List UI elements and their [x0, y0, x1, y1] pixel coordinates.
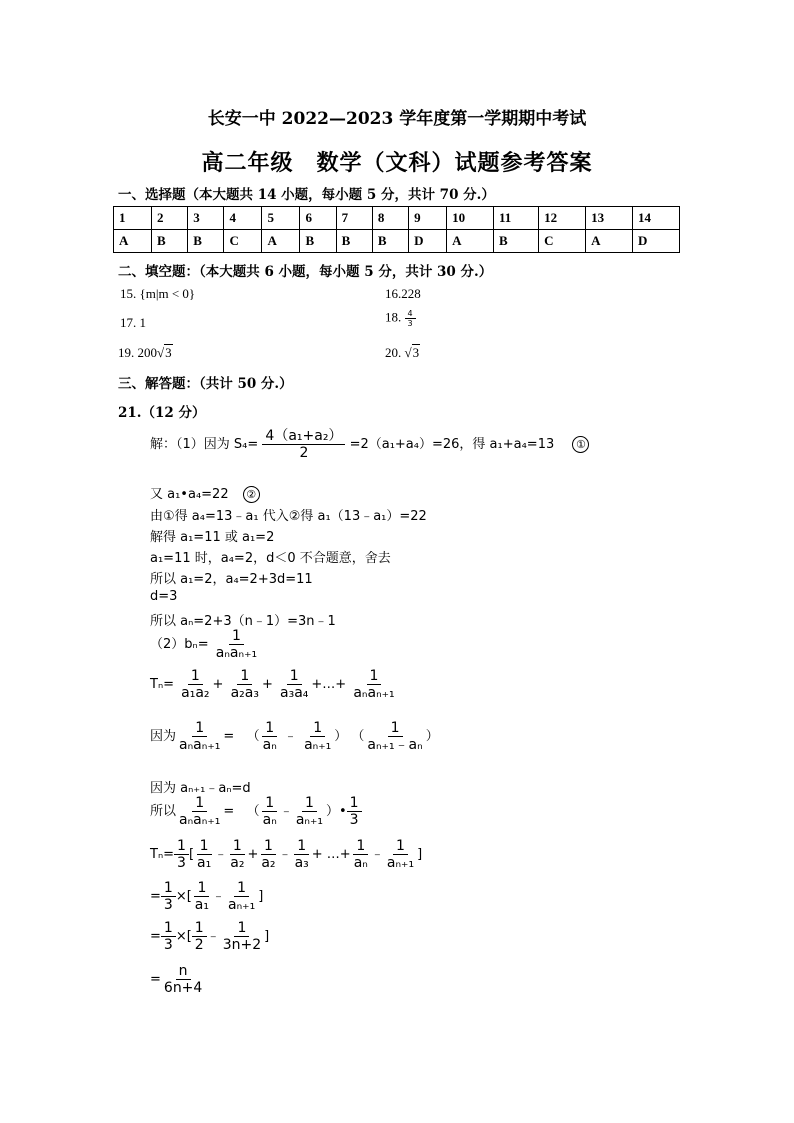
sum-term-4	[292, 838, 312, 871]
question-number-cell: 12	[539, 207, 586, 230]
s4-fraction	[262, 428, 345, 461]
fraction-denominator: a₁	[197, 855, 212, 872]
so-term-2	[293, 795, 326, 828]
tn-term-3	[277, 668, 311, 701]
identity-lhs	[176, 720, 223, 753]
sum-label: Tₙ=	[150, 847, 175, 863]
fraction-denominator: a₂	[230, 855, 245, 872]
fraction-denominator: aₙ₊₁﹣aₙ	[367, 737, 423, 754]
fraction-numerator: 1	[262, 720, 277, 737]
fraction-numerator: 1	[287, 668, 302, 685]
fraction-numerator: 1	[229, 628, 244, 645]
s4-label: 解：（1）因为 S₄=	[150, 437, 259, 453]
sum-term-6	[384, 838, 417, 871]
fraction-denominator: 3	[349, 812, 359, 829]
result2-factor	[161, 920, 176, 953]
answer-key-title: 高二年级 数学（文科）试题参考答案	[201, 150, 593, 176]
answer-cell: A	[262, 230, 300, 253]
question-number-row	[114, 207, 680, 230]
question-number-cell: 5	[262, 207, 300, 230]
fraction-denominator: 3	[407, 319, 413, 329]
answer-cell: D	[409, 230, 447, 253]
fraction-numerator: 1	[393, 838, 408, 855]
so-third	[347, 795, 362, 828]
fraction-numerator: 1	[261, 838, 276, 855]
fraction-denominator: a₂a₃	[230, 685, 259, 702]
question-number-cell: 11	[494, 207, 539, 230]
result1-term-1	[192, 880, 212, 913]
question-number-cell: 1	[114, 207, 152, 230]
answer-16: 16.228	[385, 286, 421, 301]
split-identity: 因为 $\frac{1}{\text{aₙaₙ₊₁}}$ = （ $\frac{1}{\text{aₙ}}$ ﹣ $\frac{1}{\text{aₙ₊₁}}$ ） （ $\frac{1}{\text{aₙ₊₁﹣aₙ}}$ ）	[150, 720, 439, 754]
because-label: 因为	[150, 729, 177, 745]
choice-answer-table	[113, 206, 680, 253]
fraction-numerator: 1	[347, 795, 362, 812]
answer-cell: D	[632, 230, 679, 253]
fraction-numerator: 1	[310, 720, 325, 737]
result1-term-2	[225, 880, 258, 913]
fraction-denominator: aₙ	[353, 855, 368, 872]
identity-term-2	[301, 720, 334, 753]
final-result: = $\frac{n}{6n+4}$	[150, 963, 205, 996]
question-number-cell: 10	[447, 207, 494, 230]
solution-line-8: 所以 aₙ=2+3（n﹣1）=3n﹣1	[150, 614, 336, 629]
fraction-denominator: a₁a₂	[181, 685, 210, 702]
fraction-denominator: aₙ₊₁	[304, 737, 332, 754]
fraction-denominator: aₙaₙ₊₁	[179, 737, 221, 754]
solution-line-1	[150, 428, 589, 461]
sum-term-2	[227, 838, 247, 871]
result1-factor	[161, 880, 176, 913]
sum-term-1	[194, 838, 214, 871]
fraction-numerator: 1	[262, 795, 277, 812]
fraction-numerator: 1	[174, 838, 189, 855]
answer-cell: B	[372, 230, 408, 253]
tn-label: Tₙ=	[150, 677, 175, 693]
fraction-denominator: aₙ₊₁	[386, 855, 415, 872]
final-fraction	[161, 963, 205, 996]
fraction-numerator: 1	[302, 795, 317, 812]
answer-17: 17. 1	[120, 315, 146, 330]
circled-2-icon: ②	[243, 486, 260, 503]
tn-term-n	[350, 668, 397, 701]
telescoping-sum: Tₙ= $\frac{1}{3}$ [ $\frac{1}{\text{a₁}}$ ﹣ $\frac{1}{\text{a₂}}$ + $\frac{1}{\text{a₂}}$ ﹣ $\frac{1}{\text{a₃}}$ + …+ $\frac{1}{\text{aₙ}}$ ﹣ $\frac{1}{\text{aₙ₊₁}}$ ]	[150, 838, 423, 872]
answer-cell: A	[114, 230, 152, 253]
answer-19: 19. 200√3	[118, 345, 172, 360]
fraction-denominator: 3	[163, 937, 173, 954]
fraction-denominator: aₙaₙ₊₁	[353, 685, 395, 702]
fraction-denominator: aₙaₙ₊₁	[215, 645, 258, 662]
fraction-denominator: aₙ₊₁	[228, 897, 256, 914]
solution-line-5: a₁=11 时，a₄=2，d＜0 不合题意，舍去	[150, 551, 391, 566]
sum-ellipsis: …+	[326, 847, 351, 863]
section3-heading: 三、解答题：（共计 50 分.）	[118, 376, 293, 392]
result2-term-2	[220, 920, 264, 953]
answer-cell: B	[300, 230, 336, 253]
fraction-denominator: aₙ	[262, 812, 277, 829]
fraction-denominator: aₙ₊₁	[295, 812, 323, 829]
question-number-cell: 9	[409, 207, 447, 230]
question-number-cell: 6	[300, 207, 336, 230]
answer-cell: B	[152, 230, 188, 253]
solution-line-3: 由①得 a₄=13﹣a₁ 代入②得 a₁（13﹣a₁）=22	[150, 509, 427, 524]
fraction-numerator: 4	[405, 309, 416, 319]
so-lhs	[176, 795, 223, 828]
fraction-numerator: 1	[161, 920, 176, 937]
so-identity: 所以 $\frac{1}{\text{aₙaₙ₊₁}}$ = （ $\frac{1}{\text{aₙ}}$ ﹣ $\frac{1}{\text{aₙ₊₁}}$ ）• $\frac{1}{3}$	[150, 795, 362, 828]
exam-title: 长安一中 2022—2023 学年度第一学期期中考试	[207, 109, 587, 129]
fraction-denominator: aₙ	[262, 737, 277, 754]
tn-definition: Tₙ= $\frac{1}{\text{a₁a₂}}$ + $\frac{1}{\text{a₂a₃}}$ + $\frac{1}{\text{a₃a₄}}$ +…+ $\frac{1}{\text{aₙaₙ₊₁}}$	[150, 668, 398, 701]
so-label: 所以	[150, 804, 177, 820]
fraction-numerator: 1	[161, 880, 176, 897]
result2-term-1	[192, 920, 207, 953]
fraction-numerator: 4（a₁+a₂）	[262, 428, 345, 445]
answer-cell: A	[447, 230, 494, 253]
fraction-numerator: 1	[192, 720, 207, 737]
question-number-cell: 4	[224, 207, 262, 230]
sum-term-3	[258, 838, 278, 871]
s4-result: =2（a₁+a₄）=26，得 a₁+a₄=13	[349, 437, 555, 453]
result-line-2: = $\frac{1}{3}$ ×[ $\frac{1}{2}$ ﹣ $\frac{1}{3n+2}$ ]	[150, 920, 270, 954]
section2-heading: 二、填空题：（本大题共 6 小题，每小题 5 分，共计 30 分.）	[118, 264, 493, 280]
answer-18	[385, 309, 416, 328]
answer-cell: A	[586, 230, 633, 253]
tn-ellipsis: +…+	[311, 677, 347, 693]
answer-15: 15. {m|m < 0}	[120, 286, 196, 301]
identity-factor	[364, 720, 425, 753]
answer-cell: B	[188, 230, 224, 253]
difference-line: 因为 aₙ₊₁﹣aₙ=d	[150, 781, 251, 796]
fraction-denominator: a₂	[261, 855, 276, 872]
fraction-denominator: a₁	[194, 897, 209, 914]
answer-cell: B	[494, 230, 539, 253]
fraction-denominator: 3	[177, 855, 186, 872]
fraction-numerator: 1	[367, 668, 382, 685]
question-number-cell: 7	[336, 207, 372, 230]
question-number-cell: 13	[586, 207, 633, 230]
fraction-denominator: 2	[194, 937, 204, 954]
answer-row	[114, 230, 680, 253]
fraction-denominator: a₃	[294, 855, 309, 872]
fraction-numerator: 1	[237, 668, 252, 685]
fraction-numerator: 1	[234, 880, 249, 897]
fraction-numerator: n	[176, 963, 191, 980]
answer-18-fraction	[405, 309, 416, 328]
answer-cell: C	[224, 230, 262, 253]
result-line-1: = $\frac{1}{3}$ ×[ $\frac{1}{\text{a₁}}$ ﹣ $\frac{1}{\text{aₙ₊₁}}$ ]	[150, 880, 264, 914]
fraction-numerator: 1	[294, 838, 309, 855]
fraction-numerator: 1	[353, 838, 368, 855]
solution-line-4: 解得 a₁=11 或 a₁=2	[150, 530, 275, 545]
bn-fraction	[213, 628, 260, 661]
product-text: 又 a₁•a₄=22	[150, 487, 229, 502]
answer-cell: C	[539, 230, 586, 253]
fraction-numerator: 1	[192, 920, 207, 937]
fraction-denominator: 3n+2	[222, 937, 262, 954]
solution-line-2	[150, 483, 260, 503]
answer-20-radicand: 3	[412, 345, 420, 360]
tn-term-1	[178, 668, 212, 701]
fraction-numerator: 1	[388, 720, 403, 737]
fraction-denominator: 6n+4	[163, 980, 203, 997]
question-number-cell: 14	[632, 207, 679, 230]
fraction-numerator: 1	[197, 838, 212, 855]
fraction-denominator: a₃a₄	[280, 685, 309, 702]
fraction-denominator: aₙaₙ₊₁	[179, 812, 221, 829]
answer-20: 20. √3	[385, 345, 420, 360]
fraction-numerator: 1	[188, 668, 203, 685]
sum-factor	[174, 838, 189, 871]
question-number-cell: 3	[188, 207, 224, 230]
answer-18-label: 18.	[385, 309, 402, 325]
question-number-cell: 8	[372, 207, 408, 230]
solution-line-7: d=3	[150, 589, 178, 604]
bn-label: （2）bₙ=	[150, 637, 209, 653]
answer-cell: B	[336, 230, 372, 253]
fraction-numerator: 1	[194, 880, 209, 897]
circled-1-icon: ①	[572, 436, 589, 453]
answer-20-label: 20.	[385, 345, 402, 360]
fraction-denominator: 2	[299, 445, 309, 462]
fraction-numerator: 1	[230, 838, 245, 855]
tn-term-2	[228, 668, 262, 701]
q21-heading: 21.（12 分）	[118, 405, 206, 421]
section1-heading: 一、选择题（本大题共 14 小题，每小题 5 分，共计 70 分.）	[118, 187, 495, 203]
so-term-1	[260, 795, 280, 828]
bn-definition	[150, 628, 260, 661]
answer-19-label: 19. 200	[118, 345, 157, 360]
identity-term-1	[260, 720, 280, 753]
fraction-numerator: 1	[234, 920, 249, 937]
solution-line-6: 所以 a₁=2，a₄=2+3d=11	[150, 572, 313, 587]
question-number-cell: 2	[152, 207, 188, 230]
answer-19-radicand: 3	[165, 345, 172, 360]
fraction-denominator: 3	[163, 897, 173, 914]
sum-term-5	[351, 838, 371, 871]
fraction-numerator: 1	[192, 795, 207, 812]
